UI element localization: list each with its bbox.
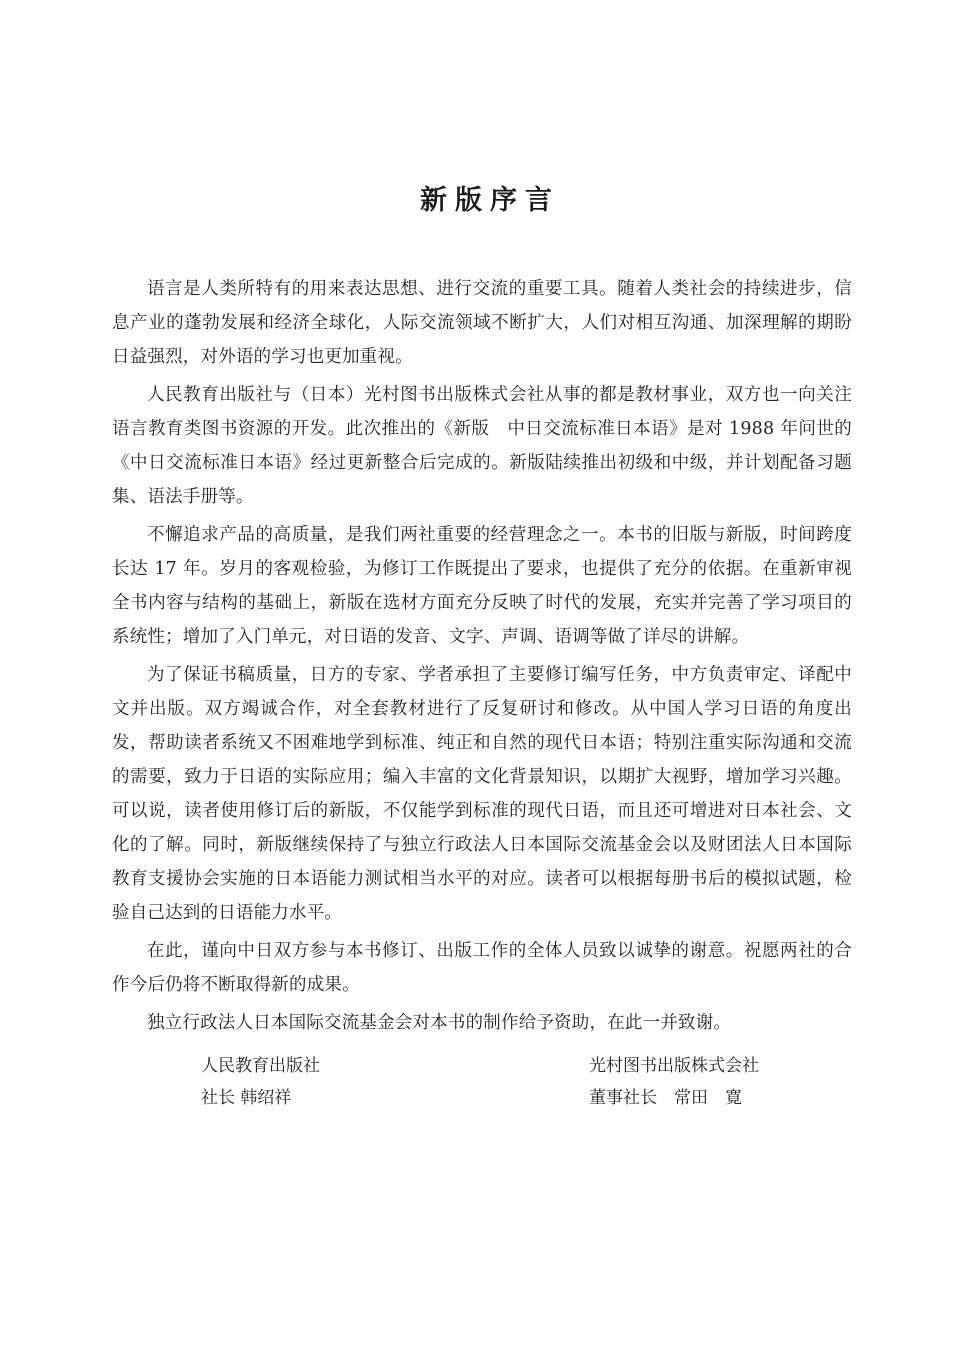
signature-section [0,1050,980,1130]
signature-person: 董事社长 常田 寛 [589,1088,742,1108]
signature-left [201,1050,320,1114]
paragraph: 语言是人类所特有的用来表达思想、进行交流的重要工具。随着人类社会的持续进步，信息产业的蓬勃发展和经济全球化，人际交流领域不断扩大，人们对相互沟通、加深理解的期盼日益强烈，对外语的学习也更加重视。 [112,279,852,367]
paragraph: 为了保证书稿质量，日方的专家、学者承担了主要修订编写任务，中方负责审定、译配中文并出版。双方竭诚合作，对全套教材进行了反复研讨和修改。从中国人学习日语的角度出发，帮助读者系统又不困难地学到标准、纯正和自然的现代日本语；特别注重实际沟通和交流的需要，致力于日语的实际应用；编入丰富的文化背景知识，以期扩大视野，增加学习兴趣。可以说，读者使用修订后的新版，不仅能学到标准的现代日语，而且还可增进对日本社会、文化的了解。同时，新版继续保持了与独立行政法人日本国际交流基金会以及财团法人日本国际教育支援协会实施的日本语能力测试相当水平的对应。读者可以根据每册书后的模拟试题，检验自己达到的日语能力水平。 [112,665,852,923]
paragraph: 人民教育出版社与（日本）光村图书出版株式会社从事的都是教材事业，双方也一向关注语言教育类图书资源的开发。此次推出的《新版 中日交流标准日本语》是对 1988 年问世的《中日交流标准日本语》经过更新整合后完成的。新版陆续推出初级和中级，并计划配备习题集、语法手册等。 [112,385,852,507]
paragraph: 在此，谨向中日双方参与本书修订、出版工作的全体人员致以诚挚的谢意。祝愿两社的合作今后仍将不断取得新的成果。 [112,941,852,995]
signature-right [589,1050,759,1114]
paragraph: 不懈追求产品的高质量，是我们两社重要的经营理念之一。本书的旧版与新版，时间跨度长达 17 年。岁月的客观检验，为修订工作既提出了要求，也提供了充分的依据。在重新审视全书内容与结构的基础上，新版在选材方面充分反映了时代的发展，充实并完善了学习项目的系统性；增加了入门单元，对日语的发音、文字、声调、语调等做了详尽的讲解。 [112,525,852,647]
paragraph: 独立行政法人日本国际交流基金会对本书的制作给予资助，在此一并致谢。 [147,1013,732,1033]
page-title: 新版序言 [420,185,560,217]
signature-person: 社长 韩绍祥 [201,1088,292,1108]
signature-organization: 光村图书出版株式会社 [589,1056,759,1076]
preface-body [112,272,852,1044]
signature-organization: 人民教育出版社 [201,1056,320,1076]
